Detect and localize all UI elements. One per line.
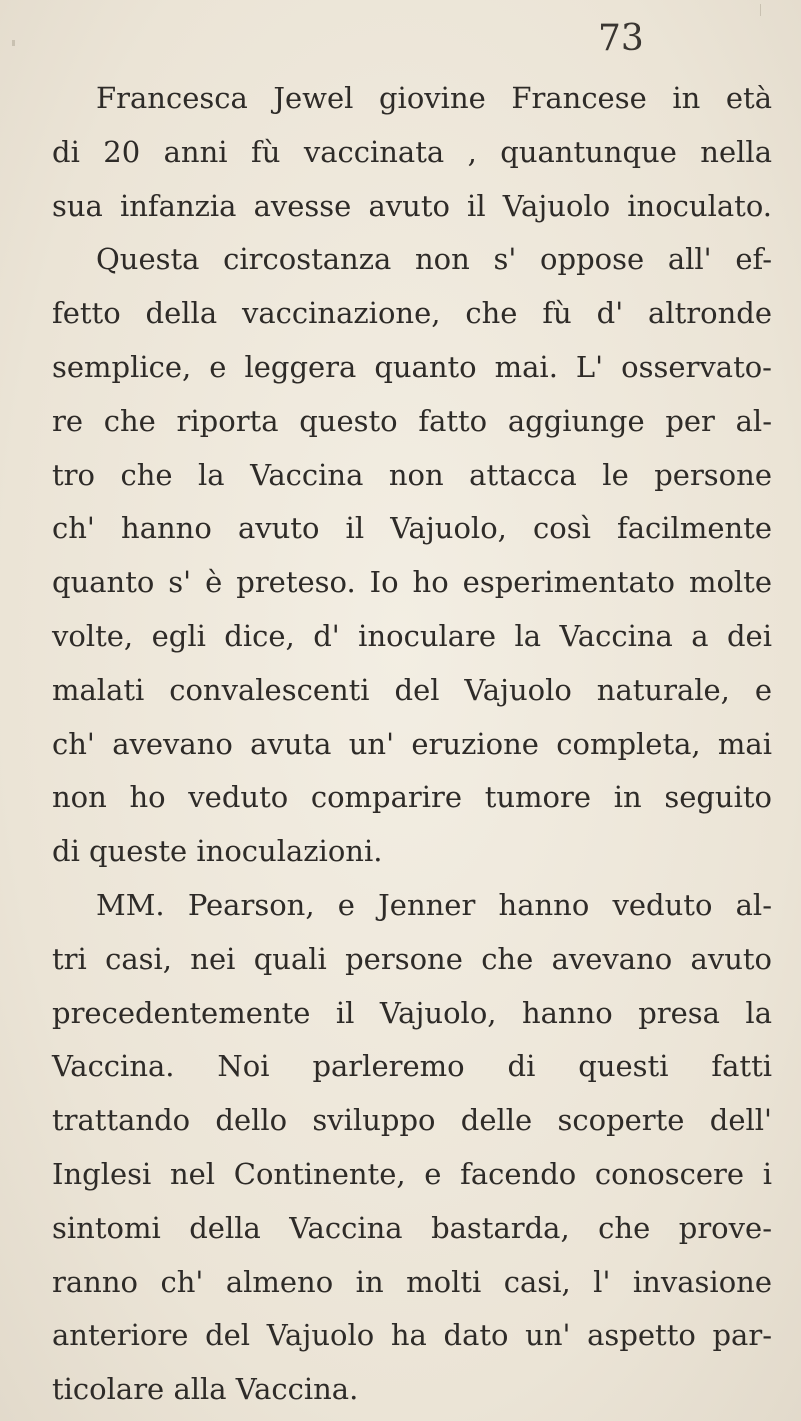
- text-line: ch' hanno avuto il Vajuolo, così facilmente: [52, 511, 772, 546]
- text-line: non ho veduto comparire tumore in seguito: [52, 780, 772, 815]
- text-line: quanto s' è preteso. Io ho esperimentato molte: [52, 565, 772, 600]
- text-line: malati convalescenti del Vajuolo naturale, e: [52, 672, 772, 707]
- text-line: precedentemente il Vajuolo, hanno presa la: [52, 995, 772, 1030]
- text-line: volte, egli dice, d' inoculare la Vaccina a dei: [52, 618, 772, 653]
- text-line: Francesca Jewel giovine Francese in età: [96, 81, 772, 115]
- paper-stain: [12, 40, 15, 46]
- text-line: di queste inoculazioni.: [52, 834, 383, 869]
- text-line: di 20 anni fù vaccinata , quantunque nella: [52, 134, 772, 169]
- paper-stain: [760, 4, 761, 16]
- text-line: ranno ch' almeno in molti casi, l' invasione: [52, 1264, 772, 1299]
- text-line: sintomi della Vaccina bastarda, che prove-: [52, 1210, 772, 1245]
- text-line: Vaccina. Noi parleremo di questi fatti: [52, 1049, 772, 1084]
- text-line: fetto della vaccinazione, che fù d' altronde: [52, 296, 772, 331]
- text-line: Inglesi nel Continente, e facendo conoscere i: [52, 1156, 772, 1191]
- page-number: 73: [598, 18, 644, 59]
- text-line: MM. Pearson, e Jenner hanno veduto al-: [96, 887, 772, 922]
- text-line: ticolare alla Vaccina.: [52, 1372, 359, 1407]
- text-line: ch' avevano avuta un' eruzione completa, mai: [52, 726, 772, 761]
- text-line: Questa circostanza non s' oppose all' ef-: [96, 242, 772, 277]
- text-line: anteriore del Vajuolo ha dato un' aspetto par-: [52, 1318, 772, 1353]
- text-line: trattando dello sviluppo delle scoperte dell': [52, 1103, 772, 1138]
- text-line: semplice, e leggera quanto mai. L' osservato-: [52, 349, 772, 384]
- text-line: tri casi, nei quali persone che avevano avuto: [52, 941, 772, 976]
- text-line: sua infanzia avesse avuto il Vajuolo inoculato.: [52, 188, 772, 223]
- body-text: [52, 72, 772, 1417]
- text-line: tro che la Vaccina non attacca le persone: [52, 457, 772, 492]
- text-line: re che riporta questo fatto aggiunge per al-: [52, 403, 772, 438]
